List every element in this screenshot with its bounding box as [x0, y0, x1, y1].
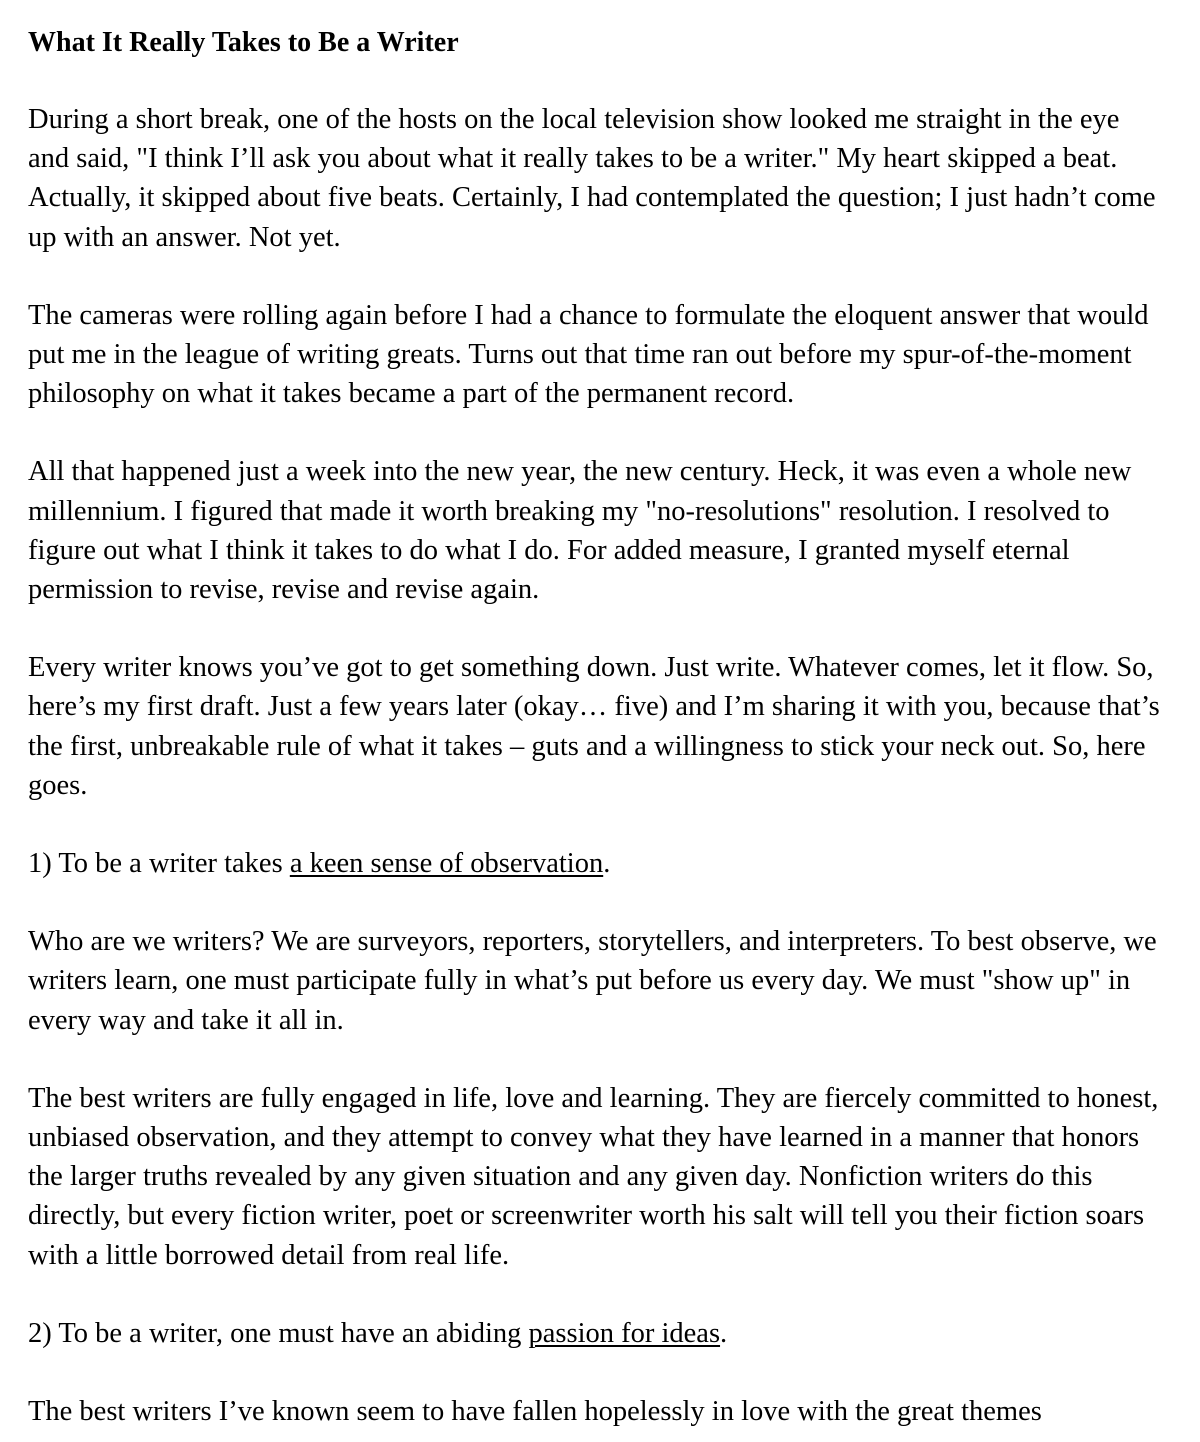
point-2-emphasis: passion for ideas: [528, 1317, 721, 1349]
paragraph-point-2-a: The best writers I’ve known seem to have fallen hopelessly in love with the great themes: [28, 1396, 1042, 1428]
point-1-suffix: .: [603, 848, 611, 880]
paragraph-intro-2: The cameras were rolling again before I had a chance to formulate the eloquent answer that would put me in the league of writing greats. Turns out that time ran out before my spur-of-the-moment philosophy on what it takes became a part of the permanent record.: [28, 299, 1149, 410]
point-2-heading: [28, 1314, 1160, 1353]
paragraph-point-1-a: Who are we writers? We are surveyors, reporters, storytellers, and interpreters. To best observe, we writers learn, one must participate fully in what’s put before us every day. We must "show up" in every way and take it all in.: [28, 926, 1157, 1036]
paragraph-intro-4: Every writer knows you’ve got to get something down. Just write. Whatever comes, let it flow. So, here’s my first draft. Just a few years later (okay… five) and I’m sharing it with you, because that’s the first, unbreakable rule of what it takes – guts and a willingness to stick your neck out. So, here goes.: [28, 652, 1160, 801]
point-1-emphasis: a keen sense of observation: [289, 848, 604, 880]
point-1-prefix: 1) To be a writer takes: [28, 848, 290, 880]
paragraph-intro-1: During a short break, one of the hosts on the local television show looked me straight in the eye and said, "I think I’ll ask you about what it really takes to be a writer." My heart skipped a beat. Actually, it skipped about five beats. Certainly, I had contemplated the question; I just hadn’t come up with an answer. Not yet.: [28, 104, 1156, 253]
paragraph-point-1-b: The best writers are fully engaged in life, love and learning. They are fiercely committed to honest, unbiased observation, and they attempt to convey what they have learned in a manner that honors the larger truths revealed by any given situation and any given day. Nonfiction writers do this directly, but every fiction writer, poet or screenwriter worth his salt will tell you their fiction soars with a little borrowed detail from real life.: [28, 1082, 1159, 1271]
point-2-suffix: .: [720, 1317, 728, 1349]
point-2-prefix: 2) To be a writer, one must have an abiding: [28, 1317, 529, 1349]
paragraph-intro-3: All that happened just a week into the new year, the new century. Heck, it was even a whole new millennium. I figured that made it worth breaking my "no-resolutions" resolution. I resolved to figure out what I think it takes to do what I do. For added measure, I granted myself eternal permission to revise, revise and revise again.: [28, 456, 1132, 606]
point-1-heading: [28, 844, 1160, 883]
article-title: What It Really Takes to Be a Writer: [28, 27, 459, 58]
